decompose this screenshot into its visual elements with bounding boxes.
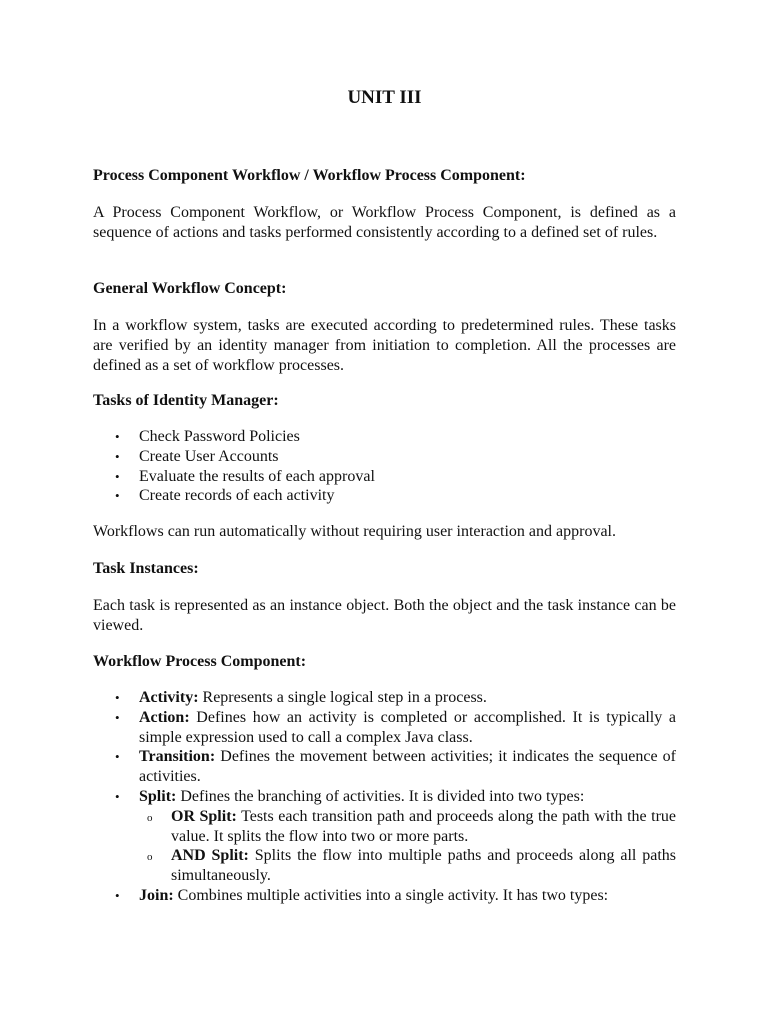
term-description: Combines multiple activities into a single activity. It has two types: (173, 886, 609, 904)
section-heading-tasks-of-identity-manager: Tasks of Identity Manager: (93, 392, 279, 409)
workflow-component-list (93, 688, 676, 906)
term-label: Action: (139, 708, 190, 726)
term-description: Tests each transition path and proceeds along the path with the true value. It splits the flow into two or more parts. (171, 807, 677, 845)
section-heading-general-workflow-concept: General Workflow Concept: (93, 280, 287, 297)
section-heading-workflow-process-component: Workflow Process Component: (93, 653, 307, 670)
term-label: Split: (139, 787, 177, 805)
paragraph-definition: A Process Component Workflow, or Workflow Process Component, is defined as a sequence of actions and tasks performed consistently according to a defined set of rules. (93, 204, 676, 241)
list-item-split (93, 787, 676, 886)
term-description: Represents a single logical step in a process. (198, 689, 487, 706)
term-label: Activity: (139, 689, 199, 706)
term-description: Defines how an activity is completed or accomplished. It is typically a simple expression used to call a complex Java class. (139, 708, 676, 746)
identity-manager-task-list (93, 427, 676, 506)
term-label: OR Split: (171, 807, 237, 825)
paragraph-workflow-concept: In a workflow system, tasks are executed according to predetermined rules. These tasks are verified by an identity manager from initiation to completion. All the processes are defined as a set of workflow processes. (93, 317, 676, 374)
sublist-item-or-split (139, 807, 676, 847)
section-heading-process-component-workflow: Process Component Workflow / Workflow Process Component: (93, 167, 526, 184)
term-label: AND Split: (171, 847, 249, 865)
list-item: • Create records of each activity (93, 486, 676, 506)
list-item: • Check Password Policies (93, 427, 676, 447)
list-item: • Evaluate the results of each approval (93, 467, 676, 487)
list-item-transition (93, 747, 676, 787)
page-title: UNIT III (347, 87, 422, 108)
term-description: Defines the movement between activities; it indicates the sequence of activities. (139, 748, 676, 786)
paragraph-task-instances: Each task is represented as an instance object. Both the object and the task instance can be viewed. (93, 597, 676, 634)
list-item-join (93, 886, 676, 906)
sublist-item-and-split (139, 846, 676, 886)
term-description: Defines the branching of activities. It is divided into two types: (176, 787, 585, 805)
section-heading-task-instances: Task Instances: (93, 560, 199, 577)
list-item-activity (93, 688, 676, 708)
term-label: Transition: (139, 748, 216, 766)
split-types-list (139, 807, 676, 886)
paragraph-automatic-workflows: Workflows can run automatically without requiring user interaction and approval. (93, 523, 616, 540)
list-item-action (93, 708, 676, 748)
term-label: Join: (139, 886, 174, 904)
term-description: Splits the flow into multiple paths and proceeds along all paths simultaneously. (171, 847, 676, 885)
list-item: • Create User Accounts (93, 447, 676, 467)
